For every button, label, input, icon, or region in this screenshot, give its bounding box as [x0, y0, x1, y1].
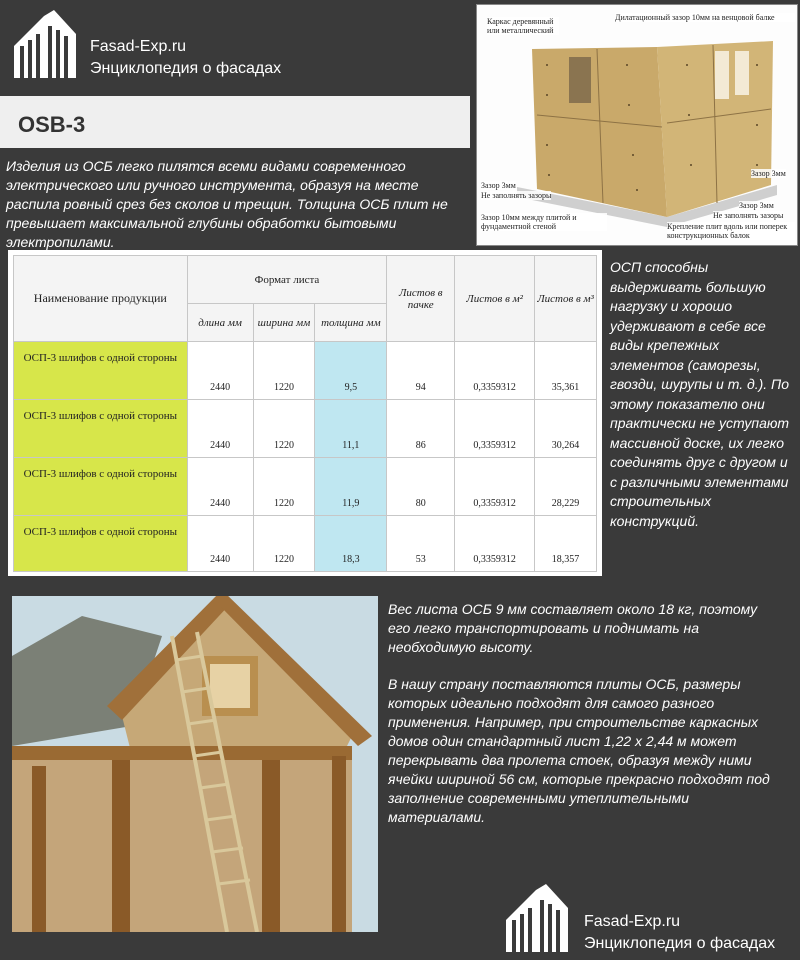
cell-per-pack: 80 [387, 458, 455, 516]
cell-name: ОСП-3 шлифов с одной стороны [14, 516, 188, 572]
header-per-m3: Листов в м³ [535, 256, 597, 342]
header-thickness: толщина мм [315, 304, 387, 342]
diagram-label-gap2: Зазор 3мм [751, 169, 786, 178]
supply-paragraph: В нашу страну поставляются плиты ОСБ, размеры которых идеально подходят для самого разного применения. Например, при строительстве каркасных домов один стандартный лист 1,22 х 2,44 м может перекрывать два пролета стоек, образуя между ними ячейки шириной 56 см, которые прекрасно подходят под заполнение современными утеплительными материалами. [388, 676, 770, 825]
brand-name-bottom: Fasad-Exp.ru [584, 913, 681, 930]
cell-thickness: 11,1 [315, 400, 387, 458]
logo-building-icon-bottom [500, 880, 574, 952]
brand-name: Fasad-Exp.ru [90, 38, 187, 55]
page-title: OSB-3 [18, 112, 86, 137]
cell-per-m2: 0,3359312 [455, 458, 535, 516]
weight-paragraph: Вес листа ОСБ 9 мм составляет около 18 кг, поэтому его легко транспортировать и поднимать на необходимую высоту. [388, 601, 758, 655]
brand-tagline-bottom: Энциклопедия о фасадах [584, 935, 776, 952]
spec-table-panel [8, 250, 602, 576]
cell-width: 1220 [253, 458, 315, 516]
cell-per-m3: 35,361 [535, 342, 597, 400]
header-per-m2: Листов в м² [455, 256, 535, 342]
diagram-label-dilatation: Дилатационный зазор 10мм на венцовой балке [615, 13, 795, 22]
cell-per-m2: 0,3359312 [455, 400, 535, 458]
cell-thickness: 18,3 [315, 516, 387, 572]
cell-name: ОСП-3 шлифов с одной стороны [14, 400, 188, 458]
osb-installation-diagram [476, 4, 798, 246]
cell-per-m2: 0,3359312 [455, 342, 535, 400]
cell-thickness: 11,9 [315, 458, 387, 516]
cell-width: 1220 [253, 400, 315, 458]
table-row [14, 458, 597, 516]
header-length: длина мм [187, 304, 253, 342]
cell-length: 2440 [187, 400, 253, 458]
cell-per-m2: 0,3359312 [455, 516, 535, 572]
cell-length: 2440 [187, 516, 253, 572]
table-row [14, 516, 597, 572]
cell-thickness: 9,5 [315, 342, 387, 400]
cell-per-pack: 94 [387, 342, 455, 400]
intro-paragraph: Изделия из ОСБ легко пилятся всеми видами современного электрического или ручного инструмента, образуя на месте распила ровный срез без сколов и трещин. Толщина ОСБ плит не превышает максимальной глубины обработки бытовыми электропилами. [6, 158, 448, 250]
cell-per-pack: 86 [387, 400, 455, 458]
cell-width: 1220 [253, 342, 315, 400]
table-row [14, 342, 597, 400]
cell-name: ОСП-3 шлифов с одной стороны [14, 458, 188, 516]
cell-length: 2440 [187, 342, 253, 400]
cell-width: 1220 [253, 516, 315, 572]
cell-per-m3: 18,357 [535, 516, 597, 572]
header-format: Формат листа [187, 256, 387, 304]
logo-building-icon [10, 6, 80, 78]
table-row [14, 400, 597, 458]
diagram-label-gap3: Зазор 3мм [739, 201, 774, 210]
diagram-label-nofill2: Не заполнять зазоры [713, 211, 784, 220]
cell-per-pack: 53 [387, 516, 455, 572]
cell-per-m3: 28,229 [535, 458, 597, 516]
header-per-pack: Листов в пачке [387, 256, 455, 342]
diagram-label-gap1: Зазор 3мм [481, 181, 516, 190]
header-product: Наименование продукции [14, 256, 188, 342]
diagram-label-nofill1: Не заполнять зазоры [481, 191, 552, 200]
diagram-label-mounting: Крепление плит вдоль или поперек конструкционных балок [667, 222, 795, 240]
side-paragraph: ОСП способны выдерживать большую нагрузку и хорошо удерживают в себе все виды крепежных элементов (саморезы, гвозди, шурупы и т. д.). По этому показателю они практически не уступают массивной доске, их легко соединять друг с другом и с различными элементами строительных конструкций. [610, 259, 790, 529]
house-photo-drawing [12, 596, 378, 932]
brand-tagline: Энциклопедия о фасадах [90, 60, 282, 77]
house-photo [12, 596, 378, 932]
diagram-label-gap10: Зазор 10мм между плитой и фундаментной стеной [481, 213, 607, 231]
cell-length: 2440 [187, 458, 253, 516]
cell-name: ОСП-3 шлифов с одной стороны [14, 342, 188, 400]
diagram-label-frame: Каркас деревянный или металлический [487, 17, 559, 35]
cell-per-m3: 30,264 [535, 400, 597, 458]
header-width: ширина мм [253, 304, 315, 342]
spec-table [13, 255, 597, 572]
